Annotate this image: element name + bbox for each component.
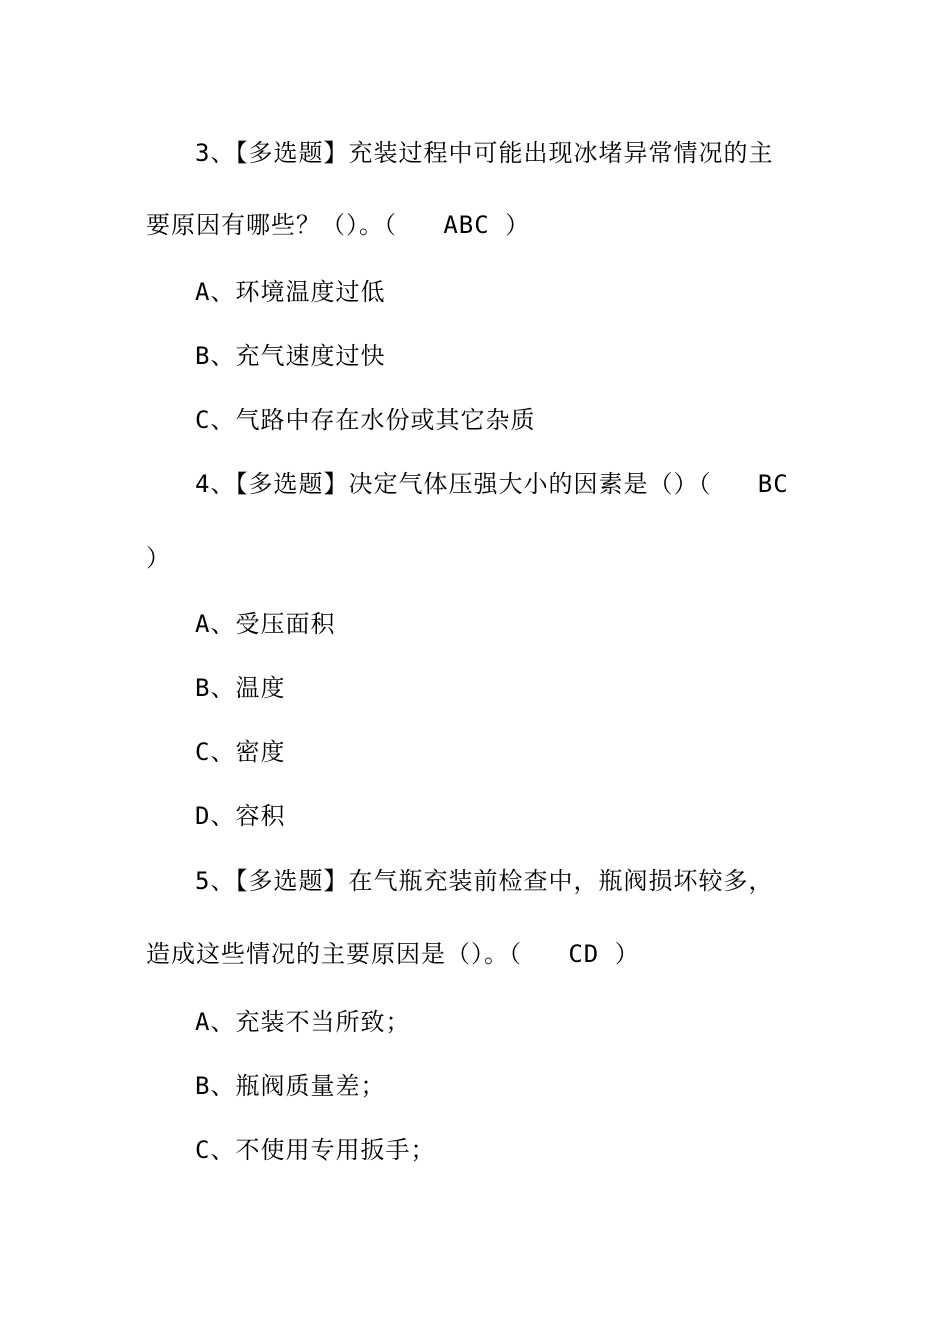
question-4-option-a: A、受压面积 xyxy=(195,610,336,638)
question-3-option-c: C、气路中存在水份或其它杂质 xyxy=(195,406,536,434)
question-3-option-a: A、环境温度过低 xyxy=(195,278,386,306)
question-5-option-a: A、充装不当所致； xyxy=(195,1008,411,1036)
question-4-option-d: D、容积 xyxy=(195,802,286,830)
question-5-text-line-2: 造成这些情况的主要原因是（）。（ CD ） xyxy=(146,940,640,968)
question-3-text-line-2: 要原因有哪些？（）。（ ABC ） xyxy=(146,211,531,239)
question-4-option-b: B、温度 xyxy=(195,674,286,702)
question-4-text-line-2: ） xyxy=(146,544,171,572)
question-5-text-line-1: 5、【多选题】在气瓶充装前检查中，瓶阀损坏较多， xyxy=(195,867,774,895)
question-3-text-line-1: 3、【多选题】充装过程中可能出现冰堵异常情况的主 xyxy=(195,139,774,167)
question-5-option-c: C、不使用专用扳手； xyxy=(195,1136,436,1164)
question-4-text-line-1: 4、【多选题】决定气体压强大小的因素是（）（ BC xyxy=(195,470,789,498)
question-5-option-b: B、瓶阀质量差； xyxy=(195,1072,386,1100)
question-3-option-b: B、充气速度过快 xyxy=(195,342,386,370)
question-4-option-c: C、密度 xyxy=(195,738,286,766)
